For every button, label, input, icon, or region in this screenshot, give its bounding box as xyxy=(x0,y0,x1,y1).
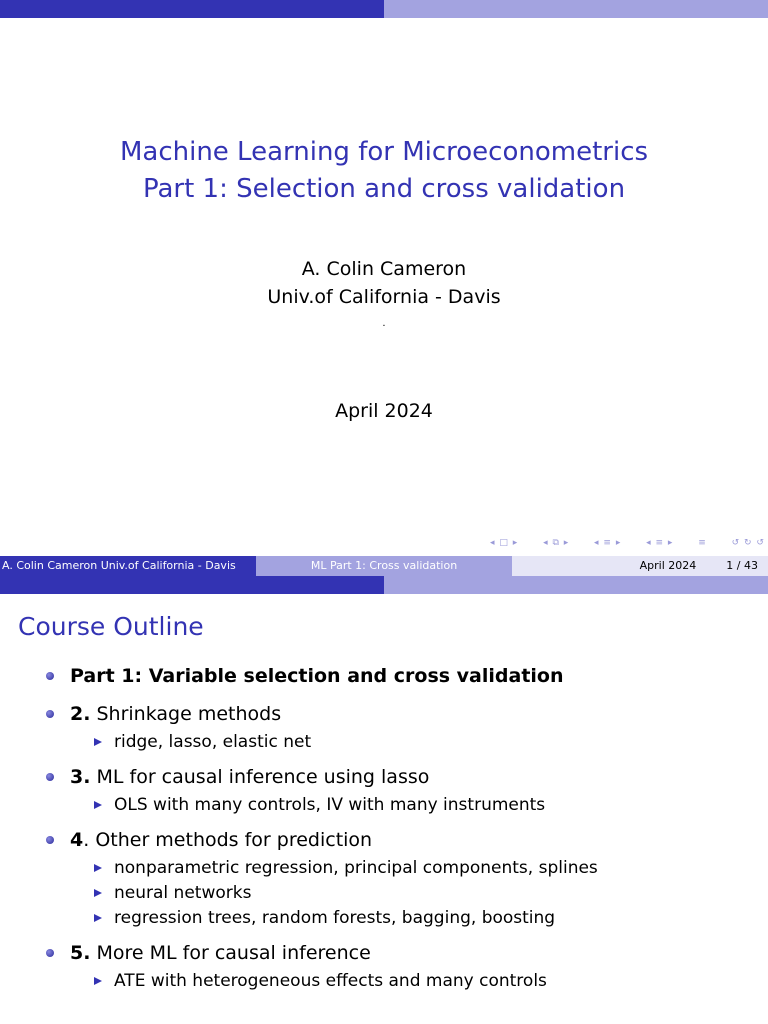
outline-item xyxy=(44,660,764,692)
nav-frame-icon[interactable]: ◂ □ ▸ xyxy=(490,538,519,548)
outline-subitem xyxy=(44,881,764,906)
outline-subitem-text: nonparametric regression, principal components, splines xyxy=(114,858,598,878)
footer-date: April 2024 xyxy=(639,559,697,572)
outline-item-text: More ML for causal inference xyxy=(90,942,371,964)
outline-item-number: 5. xyxy=(70,942,91,964)
outline-subitem xyxy=(44,793,764,818)
footer-author: A. Colin Cameron Univ.of California - Davis xyxy=(0,556,256,576)
outline-item-text: Shrinkage methods xyxy=(90,703,282,725)
triangle-bullet-icon xyxy=(94,801,102,809)
bullet-icon xyxy=(46,949,54,957)
triangle-bullet-icon xyxy=(94,914,102,922)
frame-title: Course Outline xyxy=(18,612,204,641)
nav-toc-icon[interactable]: ≡ xyxy=(698,538,707,548)
nav-subsection-icon[interactable]: ◂ ⧉ ▸ xyxy=(543,538,570,548)
outline-subitem-text: neural networks xyxy=(114,883,252,903)
beamer-navigation xyxy=(490,538,765,548)
outline-item xyxy=(44,761,764,793)
outline-subitem-text: OLS with many controls, IV with many instruments xyxy=(114,795,546,815)
slide2-header-bar xyxy=(0,576,768,594)
title-line-1: Machine Learning for Microeconometrics xyxy=(119,137,649,167)
outline-subitem xyxy=(44,730,764,755)
bullet-icon xyxy=(46,773,54,781)
separator-dot: . xyxy=(382,318,386,329)
author-info xyxy=(0,255,768,311)
outline-subitem-text: ridge, lasso, elastic net xyxy=(114,732,312,752)
nav-search-icon[interactable]: ↺ ↻ ↺ xyxy=(731,538,765,548)
slide-footer xyxy=(0,556,768,576)
outline-subitem-text: regression trees, random forests, bagging, boosting xyxy=(114,908,556,928)
outline-item-text: . Other methods for prediction xyxy=(83,829,373,851)
slide-date: April 2024 xyxy=(335,400,433,422)
nav-section-icon[interactable]: ◂ ≡ ▸ xyxy=(594,538,622,548)
slide-title xyxy=(0,134,768,208)
slide2-bar-left xyxy=(0,576,384,594)
outline-item xyxy=(44,824,764,856)
outline-item xyxy=(44,698,764,730)
triangle-bullet-icon xyxy=(94,889,102,897)
bullet-icon xyxy=(46,710,54,718)
course-outline-list xyxy=(44,660,764,994)
footer-page-number: 1 / 43 xyxy=(726,559,758,572)
outline-subitem xyxy=(44,969,764,994)
outline-item-number: 3. xyxy=(70,766,91,788)
header-bar-left xyxy=(0,0,384,18)
outline-item-number: 4 xyxy=(70,829,84,851)
author-affiliation: Univ.of California - Davis xyxy=(267,286,501,308)
author-name: A. Colin Cameron xyxy=(301,258,467,280)
outline-item-text: Part 1: Variable selection and cross validation xyxy=(70,665,564,687)
footer-short-title: ML Part 1: Cross validation xyxy=(256,556,512,576)
bullet-icon xyxy=(46,836,54,844)
triangle-bullet-icon xyxy=(94,738,102,746)
top-header-bar xyxy=(0,0,768,18)
outline-item-text: ML for causal inference using lasso xyxy=(90,766,430,788)
outline-subitem xyxy=(44,906,764,931)
title-line-2: Part 1: Selection and cross validation xyxy=(142,174,626,204)
triangle-bullet-icon xyxy=(94,977,102,985)
outline-item-number: 2. xyxy=(70,703,91,725)
outline-subitem-text: ATE with heterogeneous effects and many controls xyxy=(114,971,547,991)
footer-date-page xyxy=(512,556,768,576)
outline-item xyxy=(44,937,764,969)
triangle-bullet-icon xyxy=(94,864,102,872)
nav-document-icon[interactable]: ◂ ≡ ▸ xyxy=(646,538,674,548)
header-bar-right xyxy=(384,0,768,18)
outline-subitem xyxy=(44,856,764,881)
bullet-icon xyxy=(46,672,54,680)
slide2-bar-right xyxy=(384,576,768,594)
